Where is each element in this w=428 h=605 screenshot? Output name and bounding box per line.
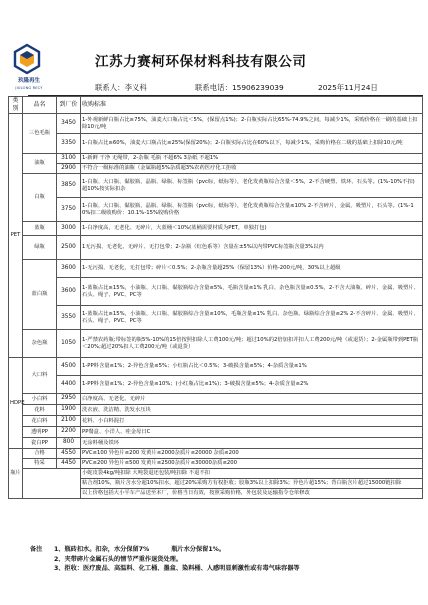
standard-cell: 1-PP料含量≤1%；2-异色含量≤10%；(小红瓶占比≤1%)；3-破损含量≤5%；4-杂质含量≤2% [81, 376, 423, 394]
category-pet: PET [9, 114, 23, 358]
price-cell: 1050 [57, 330, 81, 358]
standard-cell: 1无污损、无老化、无碎片、无打包带；2-杂瓶（红色系等）含量在±5%以内带PVC标签瓶含量3%以内 [81, 236, 423, 260]
table-row [9, 394, 423, 405]
product-name: 合格 [23, 449, 57, 459]
table-row [9, 154, 423, 164]
table-row [9, 427, 423, 438]
standard-cell: 1-PP料含量≤1%；2-异色含量≤5%；小红瓶占比＜0.5%；3-破损含量≤5%；4-杂质含量≤1% [81, 358, 423, 376]
standard-cell: 洗衣液、洗洁精、洗发水压块 [81, 405, 423, 416]
header-standard: 收购标准 [81, 97, 423, 114]
price-cell: 3000 [57, 222, 81, 236]
standard-cell: 1-白瓶、大口瓶、黏胶瓶、晶瓶、绿瓶、标签瓶（pvc标，纸标等），老化发黄瓶综合含量＜5%，2-不含硬塑、铁环、石头等。(1%-10%不扣) 超10%按实际扣杂 [81, 174, 423, 198]
note-lead: 备注 [30, 546, 43, 553]
table-header-row [9, 97, 423, 114]
standard-cell: 小蛇皮袋4kg/吨扣除 大吨袋退还包装/吨扣除 不退不扣 [81, 469, 423, 479]
standard-cell: 1-白瓶占比≥60%，油麦大口瓶占比≤25%(保留20%)；2-白瓶实际占比在60%以下，每减少1%，采购价格在二级的基础上扣除10元/吨 [81, 134, 423, 154]
product-name: 瓷白PP [23, 438, 57, 449]
price-cell: 4450 [57, 459, 81, 469]
company-logo-icon [12, 44, 42, 74]
table-row [9, 416, 423, 427]
standard-cell: 1-蓝瓶占比≥15%，小油瓶、大口瓶、黏胶瓶综合含量≤5%，毛瓶含量≤1% 乳白、杂色瓶含量≤0.5%，2-不含大油瓶、碎片、金属、吸塑片、石头、绳子、PVC、PC等 [81, 278, 423, 306]
price-cell: 3600 [57, 278, 81, 306]
category-hdpe: HDPE [9, 358, 23, 449]
table-row [9, 306, 423, 330]
note-row [30, 545, 420, 555]
note-row [30, 564, 420, 574]
contact-row [0, 82, 428, 95]
standard-cell: 1-白净度高，无老化、无碎片，大蓝桶＜10%(蓝桶需要材质为PET，单独打包) [81, 222, 423, 236]
table-row [9, 164, 423, 174]
logo-text: 玖隆再生 [17, 78, 40, 84]
product-name: 特采 [23, 459, 57, 469]
price-cell: 3100 [57, 154, 81, 164]
price-table [8, 96, 423, 499]
price-cell: 3750 [57, 198, 81, 222]
standard-cell: 粘合剂10%，瓶片含水分超10%扣水，超过20%采购方有权拒收；胶瓶3%以上扣除3%；异色片超15%；背白瓶含片超过15000链扣除 [81, 479, 423, 489]
table-row [9, 114, 423, 134]
price-cell: 4550 [57, 449, 81, 459]
note-text: 1、瓶砖扣水。扣杂，水分保留7% [54, 546, 150, 553]
price-cell: 4500 [57, 358, 81, 376]
table-row [9, 236, 423, 260]
standard-cell: 白净度高、无老化、无碎片 [81, 394, 423, 405]
quote-date: 2025年11月24日 [318, 83, 378, 92]
product-name: 花白料 [23, 416, 57, 427]
standard-cell: 无涂料桶及铁环 [81, 438, 423, 449]
table-row [9, 376, 423, 394]
header-category: 类别 [9, 97, 23, 114]
note-text: 2、夹带碎片金属石头的情节严重作退货处理。 [54, 555, 183, 563]
logo-subtext: JIULONG RECY [15, 86, 43, 90]
standard-cell: 以上价格包括大小平车产品送至本厂，价格当日有效，按照采购价格，外包装及运输指令仓单修改 [81, 489, 423, 499]
standard-cell: 1-外观新鲜白瓶占比≥75%，油麦大口瓶占比＜5%，(保留点1%)；2-白瓶实际占比65%-74.9%之间，每减少1%，采购价格在一刷的基础上扣除10元/吨 [81, 114, 423, 134]
standard-cell: PP餐盒、小洋人、哇金母日C [81, 427, 423, 438]
standard-cell: 1-严禁农药瓶;带标签的瓶5%-10%的15倍按照扣除人工费100元/吨；超过10%的2倍加扣并扣人工费200元/吨（或退货）；2-金属瓶带到PET瓶＜20%;超过20%扣人工费200元/吨（或退货） [81, 330, 423, 358]
price-cell: 3850 [57, 174, 81, 198]
price-cell: 2950 [57, 394, 81, 405]
table-row [9, 438, 423, 449]
table-row [9, 260, 423, 278]
company-name: 江苏力赛柯环保材料科技有限公司 [95, 54, 307, 70]
standard-cell: 不符合一级标准的油瓶（金属瓶超5%杂质超3%农药医疗化工拒收 [81, 164, 423, 174]
price-cell: 3600 [57, 260, 81, 278]
product-name: 绿瓶 [23, 236, 57, 260]
category-sheet: 瓶片 [9, 449, 23, 499]
price-cell: 3450 [57, 114, 81, 134]
table-row [9, 330, 423, 358]
contact-person: 联系人：李义科 [95, 83, 147, 92]
table-row [9, 174, 423, 198]
standard-cell: 1-蓝瓶占比≥15%，小油瓶、大口瓶、黏胶瓶综合含量≤10%，毛瓶含量≤1% 乳白、杂色瓶、绿瓶综合含量≤2% 2-不含碎片、金属、吸塑片、石头、绳子、PVC、PC等 [81, 306, 423, 330]
table-row [9, 134, 423, 154]
table-row [9, 278, 423, 306]
product-name: 油瓶 [23, 154, 57, 174]
table-row [9, 198, 423, 222]
note-tail: 瓶片水分保留1%。 [171, 546, 226, 553]
product-name: 花料 [23, 405, 57, 416]
contact-phone: 联系电话：15906239039 [195, 83, 284, 92]
standard-cell: PVC≤100 异色片≤200 发黄片≤2000杂质片≤20000 杂质≤200 [81, 449, 423, 459]
table-row [9, 459, 423, 469]
notes-block [30, 545, 420, 574]
price-cell: 2500 [57, 236, 81, 260]
note-row [30, 555, 420, 565]
price-cell: 3350 [57, 134, 81, 154]
price-cell: 1900 [57, 405, 81, 416]
standard-cell: PVC≤200 异色片≤500 发黄片≤2500杂质片≤30000杂质≤200 [81, 459, 423, 469]
blank-cell [23, 469, 81, 499]
product-name: 杂色瓶 [23, 330, 57, 358]
product-name: 小白料 [23, 394, 57, 405]
product-name: 透明PP [23, 427, 57, 438]
price-cell: 2900 [57, 164, 81, 174]
product-name: 蓝白瓶 [23, 260, 57, 330]
product-name: 白瓶 [23, 174, 57, 222]
standard-cell: 1-白瓶、大口瓶、黏胶瓶、晶瓶、绿瓶、标签瓶（pvc标，纸标等），老化发黄瓶综合含量≤10% 2-不含碎片，金属，吸塑片，石头等。(1%-10%扣二级收购价：10.1%-15%收购价格 [81, 198, 423, 222]
price-cell: 2200 [57, 427, 81, 438]
header-name: 品名 [23, 97, 57, 114]
price-cell: 800 [57, 438, 81, 449]
table-row [9, 405, 423, 416]
note-text: 3、拒收：医疗废品、高温料、化工桶、墨盒、染料桶、人感明显刺激性或有毒气味容器等 [54, 565, 300, 573]
product-name: 三色毛瓶 [23, 114, 57, 154]
product-name: 蓝瓶 [23, 222, 57, 236]
table-row [9, 222, 423, 236]
price-cell: 3550 [57, 306, 81, 330]
standard-cell: 1-无污损、无老化，无打包带；碎片＜0.5%；2-杂瓶含量超25%（保留13%）价格-200元/吨，30%以上超级 [81, 260, 423, 278]
table-row [9, 358, 423, 376]
product-name: 大口料 [23, 358, 57, 394]
price-cell: 4400 [57, 376, 81, 394]
table-row [9, 449, 423, 459]
standard-cell: 1-新鲜 干净 无绳带，2-杂瓶 毛瓶 不超6% 3杂纸 不超1% [81, 154, 423, 164]
standard-cell: 花料、小白料混打 [81, 416, 423, 427]
price-cell: 2100 [57, 416, 81, 427]
header-price: 到厂价 [57, 97, 81, 114]
table-row [9, 469, 423, 479]
